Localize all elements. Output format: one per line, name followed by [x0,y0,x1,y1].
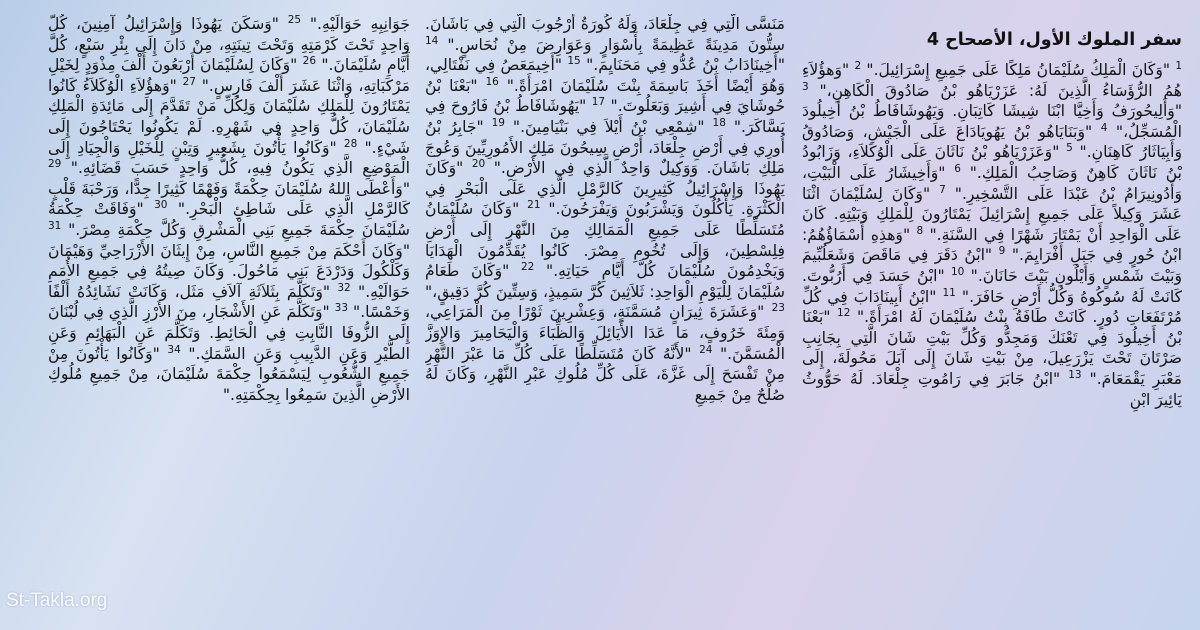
verse-text: "بَعْنَا بْنُ أَخِيلُودَ فِي تَعْنَكَ وَمَجِدُّو وَكُلِّ بَيْتِ شَانَ الَّتِي بِجَانِبِ صَرْتَانَ تَحْتَ يَزْرَعِيلَ، مِنْ بَيْتِ شَانَ إِلَى آبَلَ مَحُولَةَ، إِلَى مَعْبَرِ يَقْمَعَامَ." [802,308,1182,388]
verse-number: 12 [837,306,851,319]
verse-number: 7 [939,183,946,196]
verse-text: "أَخِينَادَابُ بْنُ عُدُّو فِي مَحَنَايِمَ." [586,56,785,75]
verse-text: "وَتَكَلَّمَ بِثَلاَثَةِ آلاَفِ مَثَل، وَكَانَتْ نَشَائِدُهُ أَلْفًا وَخَمْسًا." [48,282,410,322]
verse-text: "جَابِرُ بْنُ أُورِي فِي أَرْضِ جِلْعَادَ، أَرْضِ سِيحُونَ مَلِكِ الأَمُورِيِّينَ وَعُوجَ مَلِكِ بَاشَانَ. وَوَكِيلٌ وَاحِدٌ الَّذِي فِي الأَرْضِ." [425,117,785,178]
verse-text: "وَعَزَرْيَاهُو بْنُ نَاثَانَ عَلَى الْوُكَلاَءِ، وَزَابُودُ بْنُ نَاثَانَ كَاهِنٌ وَصَاحِبُ الْمَلِكِ." [802,143,1182,182]
verse-text: "ابْنُ جَابَرَ فِي رَامُوتِ جِلْعَادَ. لَهُ حَوُّوثُ يَائِيرَ ابْنِ [802,369,1182,409]
verse-number: 25 [287,14,302,26]
verse-text: "شِمْعِي بْنُ أَيْلاَ فِي بَنْيَامِينَ." [512,117,705,136]
column-body [802,60,1182,410]
verse-number: 13 [1068,368,1082,381]
verse-text: "وَبَنَايَاهُو بْنُ يَهُويَادَاعَ عَلَى الْجَيْشِ، وَصَادُوقُ وَأَبِيَاثَارُ كَاهِنَانِ." [802,122,1182,162]
verse-text: "وَكَانُوا يَأْتُونَ بِشَعِيرٍ وَتِبْنٍ لِلْخَيْلِ وَالْجِيَادِ إِلَى الْمَوْضِعِ الَّذِي يَكُونُ فِيهِ، كُلُّ وَاحِدٍ حَسَبَ قَضَائِهِ." [48,138,410,178]
verse-text: "وَأَعْطَى اللهُ سُلَيْمَانَ حِكْمَةً وَفَهْمًا كَثِيرًا جِدًّا، وَرَحْبَةَ قَلْبٍ كَالرَّمْلِ الَّذِي عَلَى شَاطِئِ الْبَحْرِ." [48,179,410,219]
verse-number: 11 [942,286,956,299]
verse-number: 18 [712,116,726,129]
verse-number: 3 [802,80,809,93]
chapter-title: سفر الملوك الأول، الأصحاح 4 [926,30,1182,50]
verse-number: 26 [302,55,317,67]
verse-number: 34 [167,343,181,356]
verse-text: "ابْنُ دَقَرَ فِي مَاقَصَ وَشَعَلُبِّيمَ وَبَيْتَ شَمْسٍ وَأَيْلُونِ بَيْتَ حَانَانَ." [802,246,1182,285]
verse-number: 21 [527,199,541,212]
verse-text: "وَكَانَ لِسُلَيْمَانَ أَرْبَعُونَ أَلْفَ مِذْوَدٍ لِخَيْلِ مَرْكَبَاتِهِ، وَاثْنَا عَشَرَ أَلْفَ فَارِسٍ." [48,56,410,95]
verse-number: 9 [998,245,1006,258]
verse-number: 30 [154,199,168,212]
verse-number: 16 [485,75,499,88]
verse-text: "أَخِيمَعَصُ فِي نَفْتَالِي، وَهُوَ أَيْضًا أَخَذَ بَاسِمَةَ بِنْتَ سُلَيْمَانَ امْرَأَةً." [425,56,785,95]
verse-number: 2 [854,59,862,72]
verse-text: "وَكَانَ أَحْكَمَ مِنْ جَمِيعِ النَّاسِ، مِنْ إِيثَانَ الأَزْرَاحِيِّ وَهَيْمَانَ وَكَلْكُولَ وَدَرْدَعَ بَنِي مَاحُولَ. وَكَانَ صِيتُهُ فِي جَمِيعِ الأُمَمِ حَوَالَيْهِ." [48,241,410,301]
verse-number: 5 [1066,142,1073,155]
verse-text: "وَكَانَ سُلَيْمَانُ مُتَسَلِّطًا عَلَى جَمِيعِ الْمَمَالِكِ مِنَ النَّهْرِ إِلَى أَرْضِ فِلِسْطِينَ، وَإِلَى تُخُومِ مِصْرَ. كَانُوا يُقَدِّمُونَ الْهَدَايَا وَيَخْدِمُونَ سُلَيْمَانَ كُلَّ أَيَّامِ حَيَاتِهِ." [425,200,785,281]
verse-text: "وَكَانَ الْمَلِكُ سُلَيْمَانُ مَلِكًا عَلَى جَمِيعِ إِسْرَائِيلَ." [866,61,1171,79]
verse-number: 33 [334,302,349,315]
verse-number: 19 [491,116,505,129]
verse-text: "وَأَخِيشَارُ عَلَى الْبَيْتِ، وَأَدُونِيرَامُ بْنُ عَبْدَا عَلَى التَّسْخِيرِ." [802,163,1182,203]
verse-text: "وَكَانَ طَعَامُ سُلَيْمَانَ لِلْيَوْمِ الْوَاحِدِ: ثَلاَثِينَ كُرَّ سَمِيذٍ، وَسِتِّينَ كُرَّ دَقِيقٍ،" [425,262,785,301]
verse-number: 20 [471,157,486,170]
verse-text: "وَفَاقَتْ حِكْمَةُ سُلَيْمَانَ حِكْمَةَ جَمِيعِ بَنِي الْمَشْرِقِ وَكُلَّ حِكْمَةِ مِصْرَ." [48,200,410,239]
verse-number: 17 [591,96,606,109]
verse-text: "يَهُوشَافَاطُ بْنُ فَارُوحَ فِي يَسَّاكَرَ." [425,97,785,136]
verse-number: 22 [520,260,535,273]
verse-number: 24 [699,343,713,356]
verse-text: "وَهذِهِ أَسْمَاؤُهُمُ: ابْنُ حُورٍ فِي جَبَلِ أَفْرَايِمَ." [802,225,1182,265]
verse-text: "بَعْنَا بْنُ حُوشَايَ فِي أَشِيرَ وَبَعَلُوتَ." [425,76,785,116]
verse-text: "وَهؤُلاَءِ الْوُكَلاَءُ كَانُوا يَمْتَارُونَ لِلْمَلِكِ سُلَيْمَانَ وَلِكُلِّ مَنْ تَقَدَّمَ إِلَى مَائِدَةِ الْمَلِكِ سُلَيْمَانَ، كُلُّ وَاحِدٍ فِي شَهْرِهِ. لَمْ يَكُونُوا يَحْتَاجُونَ إِلَى شَيْءٍ." [48,76,410,157]
text-column-1 [802,14,1182,604]
verse-text: "وَأَلِيحُورَفُ وَأَخِيَّا ابْنَا شِيشَا كَاتِبَانِ. وَيَهُوشَافَاطُ بْنُ أَخِيلُودَ الْمُسَجِّلُ،" [802,102,1182,141]
verse-number: 6 [954,162,961,175]
verse-number: 32 [337,281,351,294]
site-watermark: St-Takla.org [6,590,108,611]
verse-number: 1 [1175,59,1182,72]
verse-number: 4 [1100,121,1108,134]
verse-text: مَنَسَّى الَّتِي فِي جِلْعَادَ، وَلَهُ كُورَةُ أَرْجُوبَ الَّتِي فِي بَاشَانَ. سِتُّونَ مَدِينَةً عَظِيمَةً بِأَسْوَارٍ وَعَوَارِضَ مِنْ نُحَاسٍ." [425,15,785,54]
verse-text: "وَعَشَرَةَ ثِيرَانٍ مُسَمَّنَةٍ، وَعِشْرِينَ ثَوْرًا مِنَ الْمَرَاعِي، وَمِئَةَ خَرُوفٍ، مَا عَدَا الأَيَائِلَ وَالظِّبَاءَ وَالْيَحَامِيرَ وَالإِوَزَّ الْمُسَمَّنَ." [425,303,785,363]
text-column-3 [48,14,410,604]
verse-number: 15 [567,55,581,67]
verse-text: جَوَانِبِهِ حَوَالَيْهِ." [309,15,410,33]
verse-text: "ابْنُ أَبِينَادَابَ فِي كُلِّ مُرْتَفَعَاتِ دُورٍ. كَانَتْ طَافَةُ بِنْتُ سُلَيْمَانَ لَهُ امْرَأَةً." [802,287,1182,327]
verse-number: 28 [343,137,358,150]
verse-text: "وَتَكَلَّمَ عَنِ الأَشْجَارِ، مِنَ الأَرْزِ الَّذِي فِي لُبْنَانَ إِلَى الزُّوفَا النَّابِتِ فِي الْحَائِطِ. وَتَكَلَّمَ عَنِ الْبَهَائِمِ وَعَنِ الطَّيْرِ وَعَنِ الدَّبِيبِ وَعَنِ السَّمَكِ." [48,303,410,363]
verse-text: "وَكَانُوا يَأْتُونَ مِنْ جَمِيعِ الشُّعُوبِ لِيَسْمَعُوا حِكْمَةَ سُلَيْمَانَ، مِنْ جَمِيعِ مُلُوكِ الأَرْضِ الَّذِينَ سَمِعُوا بِحِكْمَتِهِ." [48,344,410,404]
verse-number: 27 [182,75,196,88]
verse-number: 10 [950,265,965,278]
verse-text: "لأَنَّهُ كَانَ مُتَسَلِّطًا عَلَى كُلِّ مَا عَبْرَ النَّهْرِ مِنْ تَفْسَحَ إِلَى غَزَّةَ، عَلَى كُلِّ مُلُوكِ عَبْرِ النَّهْرِ، وَكَانَ لَهُ صُلْحٌ مِنْ جَمِيعِ [425,344,785,404]
verse-text: "وَهؤُلاَءِ هُمُ الرُّؤَسَاءُ الَّذِينَ لَهُ: عَزَرْيَاهُو بْنُ صَادُوقَ الْكَاهِنِ،" [802,61,1182,100]
column-body [425,14,785,405]
verse-number: 31 [48,219,62,232]
text-column-2 [425,14,785,604]
verse-text: "وَكَانَ لِسُلَيْمَانَ اثْنَا عَشَرَ وَكِيلاً عَلَى جَمِيعِ إِسْرَائِيلَ يَمْتَارُونَ لِلْمَلِكِ وَبَيْتِهِ. كَانَ عَلَى الْوَاحِدِ أَنْ يَمْتَارَ شَهْرًا فِي السَّنَةِ." [802,184,1182,244]
verse-number: 29 [48,157,62,170]
verse-text: "وَسَكَنَ يَهُوذَا وَإِسْرَائِيلُ آمِنِينَ، كُلُّ وَاحِدٍ تَحْتَ كَرْمَتِهِ وَتَحْتَ تِينَتِهِ، مِنْ دَانَ إِلَى بِئْرِ سَبْعٍ، كُلَّ أَيَّامِ سُلَيْمَانَ." [48,15,410,75]
column-body [48,14,410,405]
verse-number: 8 [916,224,924,237]
verse-text: "ابْنُ حَسَدَ فِي أَرُبُّوتَ. كَانَتْ لَهُ سُوكُوهُ وَكُلُّ أَرْضِ حَافَرَ." [802,266,1182,306]
verse-number: 23 [771,302,785,315]
verse-number: 14 [425,34,439,47]
verse-text: "وَكَانَ يَهُوذَا وَإِسْرَائِيلُ كَثِيرِينَ كَالرَّمْلِ الَّذِي عَلَى الْبَحْرِ فِي الْكَثْرَةِ. يَأْكُلُونَ وَيَشْرَبُونَ وَيَفْرَحُونَ." [425,159,785,219]
